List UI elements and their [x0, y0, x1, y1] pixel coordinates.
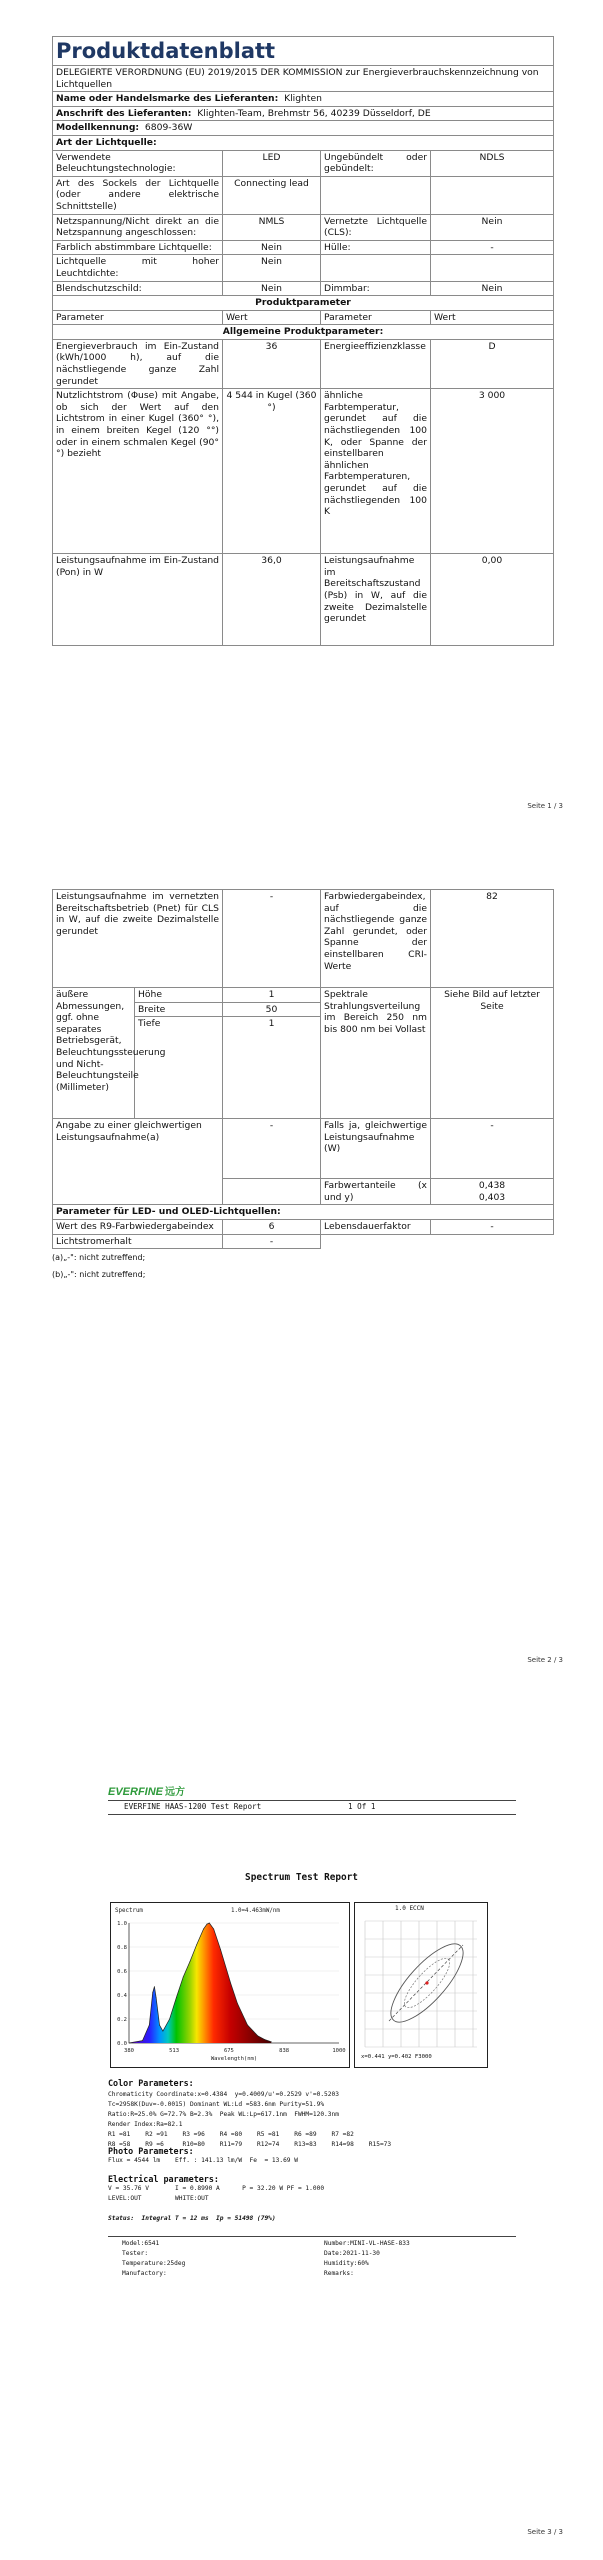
chart-title: Spectrum: [115, 1908, 143, 1914]
row-label: Vernetzte Lichtquelle (CLS):: [321, 214, 431, 240]
energy-label: Energieverbrauch im Ein-Zustand (kWh/1000 h), auf die nächstliegende ganze Zahl gerundet: [53, 339, 223, 388]
r9-label: Wert des R9-Farbwiedergabeindex: [53, 1219, 223, 1234]
x-tick-label: 1000: [332, 2048, 346, 2054]
x-tick-label: 380: [124, 2048, 134, 2054]
row-value: Connecting lead: [223, 176, 321, 214]
supplier-name-row: Name oder Handelsmarke des Lieferanten: Klighten: [53, 92, 554, 107]
flux-value: 4 544 in Kugel (360 °): [223, 389, 321, 554]
row-value: [431, 176, 554, 214]
spectrum-point: [237, 2003, 238, 2004]
electrical-parameters: [108, 2174, 516, 2204]
product-datasheet-table: [52, 36, 553, 646]
dim-value: 1: [223, 1017, 321, 1119]
spectrum-area: [129, 1923, 271, 2043]
regulation-text: DELEGIERTE VERORDNUNG (EU) 2019/2015 DER KOMMISSION zur Energieverbrauchskennzeichnung von Lichtquellen: [53, 66, 554, 92]
row-label: Netzspannung/Nicht direkt an die Netzspannung angeschlossen:: [53, 214, 223, 240]
model-row: Modellkennung: 6809-36W: [53, 121, 554, 136]
y-tick-label: 0.2: [117, 2017, 127, 2023]
maintenance-value: -: [223, 1234, 321, 1249]
cri-value: 82: [431, 890, 554, 988]
report-line: EVERFINE HAAS-1200 Test Report 1 Of 1: [124, 1802, 376, 1811]
color-param-line: Chromaticity Coordinate:x=0.4384 y=0.4009/u'=0.2529 v'=0.5203: [108, 2091, 339, 2098]
page-2: [0, 853, 603, 1706]
cie-title: 1.0 ECCN: [395, 1905, 424, 1912]
net-standby-label: Leistungsaufnahme im vernetzten Bereitschaftsbetrieb (Pnet) für CLS in W, auf die zweite Dezimalstelle gerundet: [53, 890, 223, 988]
color-param-line: Ratio:R=25.0% G=72.7% B=2.3% Peak WL:Lp=617.1nm FWHM=120.3nm: [108, 2111, 339, 2118]
cie-caption: x=0.441 y=0.402 F3000: [361, 2054, 432, 2060]
general-params-heading: Allgemeine Produktparameter:: [53, 325, 554, 340]
footer-field: Temperature:25deg: [122, 2260, 186, 2267]
light-source-row: [53, 281, 554, 296]
equiv2-label: Falls ja, gleichwertige Leistungsaufnahme (W): [321, 1119, 431, 1179]
y-tick-label: 1.0: [117, 1921, 127, 1927]
page-number: Seite 2 / 3: [527, 1656, 563, 1664]
dim-value: 50: [223, 1002, 321, 1017]
spectrum-point: [156, 1997, 157, 1998]
spectrum-point: [183, 1977, 184, 1978]
peak-label: 1.0=4.463mW/nm: [231, 1908, 280, 1914]
spectrum-point: [190, 1961, 191, 1962]
spectrum-point: [163, 2031, 164, 2032]
spectrum-point: [176, 1997, 177, 1998]
row-value: Nein: [223, 281, 321, 296]
page-1: [0, 0, 603, 853]
everfine-logo: EVERFINE 远方: [108, 1786, 186, 1798]
energy-value: 36: [223, 339, 321, 388]
equiv-label: Angabe zu einer gleichwertigen Leistungsaufnahme(a): [53, 1119, 223, 1205]
row-value: NDLS: [431, 150, 554, 176]
light-source-type-heading: Art der Lichtquelle:: [53, 135, 554, 150]
spectrum-point: [230, 1983, 231, 1984]
product-datasheet-table-continued: [52, 889, 553, 1280]
footer-field: Humidity:60%: [324, 2260, 369, 2267]
flux-label: Nutzlichtstrom (Φuse) mit Angabe, ob sich der Wert auf den Lichtstrom in einer Kugel (360° °), in einem breiten Kegel (120 °°) oder in einem schmalen Kegel (90° °) bezieht: [53, 389, 223, 554]
footnote-a: (a)„-": nicht zutreffend;: [52, 1253, 146, 1263]
chroma-label: Farbwertanteile (x und y): [321, 1179, 431, 1205]
footer-field: Number:MINI-VL-HASE-833: [324, 2240, 410, 2247]
lifetime-label: Lebensdauerfaktor: [321, 1219, 431, 1234]
footnote-b: (b)„-": nicht zutreffend;: [52, 1270, 146, 1280]
page-3: [0, 1706, 603, 2560]
spectrum-point: [149, 2025, 150, 2026]
dim-key: Tiefe: [135, 1017, 223, 1119]
row-value: Nein: [223, 255, 321, 281]
spectrum-point: [207, 1924, 208, 1925]
light-source-row: [53, 150, 554, 176]
row-label: Dimmbar:: [321, 281, 431, 296]
row-value: Nein: [223, 240, 321, 255]
y-tick-label: 0.8: [117, 1945, 127, 1951]
power-label: Leistungsaufnahme im Ein-Zustand (Pon) in W: [53, 554, 223, 646]
y-tick-label: 0.4: [117, 1993, 127, 1999]
photo-parameters: [108, 2146, 516, 2166]
light-source-row: [53, 214, 554, 240]
supplier-address-row: Anschrift des Lieferanten: Klighten-Team, Brehmstr 56, 40239 Düsseldorf, DE: [53, 106, 554, 121]
dim-key: Breite: [135, 1002, 223, 1017]
row-value: -: [431, 240, 554, 255]
row-label: Farblich abstimmbare Lichtquelle:: [53, 240, 223, 255]
spectrum-point: [169, 2019, 170, 2020]
spectrum-point: [247, 2025, 248, 2026]
x-axis-label: Wavelength(nm): [210, 2056, 258, 2062]
spectral-label: Spektrale Strahlungsverteilung im Bereich 250 nm bis 800 nm bei Vollast: [321, 988, 431, 1119]
footer-field: Manufactory:: [122, 2270, 167, 2277]
spectrum-point: [213, 1929, 214, 1930]
power-value: 36,0: [223, 554, 321, 646]
spectrum-point: [152, 1992, 153, 1993]
led-params-heading: Parameter für LED- und OLED-Lichtquellen:: [53, 1205, 554, 1220]
footer-field: Model:6541: [122, 2240, 160, 2247]
row-label: Lichtquelle mit hoher Leuchtdichte:: [53, 255, 223, 281]
x-tick-label: 675: [223, 2048, 234, 2054]
spectrum-chart: [111, 1903, 349, 2067]
elec-params-heading: Electrical parameters:: [108, 2174, 219, 2184]
page-number: Seite 1 / 3: [527, 802, 563, 810]
spectrum-chart-frame: [110, 1902, 350, 2068]
page-title: Produktdatenblatt: [53, 37, 554, 66]
row-value: NMLS: [223, 214, 321, 240]
y-tick-label: 0.0: [117, 2041, 127, 2047]
dim-key: Höhe: [135, 988, 223, 1003]
light-source-row: [53, 255, 554, 281]
row-value: LED: [223, 150, 321, 176]
value-header-2: Wert: [431, 310, 554, 325]
value-header: Wert: [223, 310, 321, 325]
spectrum-point: [196, 1944, 197, 1945]
spectrum-point: [264, 2039, 265, 2040]
spectral-value: Siehe Bild auf letzter Seite: [431, 988, 554, 1119]
header-rule: [108, 1800, 516, 1801]
product-params-heading: Produktparameter: [53, 296, 554, 311]
light-source-row: [53, 240, 554, 255]
spectrum-point: [209, 1923, 210, 1924]
photo-line: Flux = 4544 lm Eff. : 141.13 lm/W Fe = 13.69 W: [108, 2157, 298, 2164]
maintenance-label: Lichtstromerhalt: [53, 1234, 223, 1249]
page-number: Seite 3 / 3: [527, 2528, 563, 2536]
color-param-line: R8 =58 R9 =6 R10=80 R11=79 R12=74 R13=83 R14=98 R15=73: [108, 2141, 392, 2148]
color-param-line: R1 =81 R2 =91 R3 =96 R4 =80 R5 =81 R6 =89 R7 =82: [108, 2131, 354, 2138]
param-header-2: Parameter: [321, 310, 431, 325]
color-params-heading: Color Parameters:: [108, 2078, 194, 2088]
equiv2-value: -: [431, 1119, 554, 1179]
equiv-value: -: [223, 1119, 321, 1179]
cie-diagram-frame: [354, 1902, 488, 2068]
report-heading: Spectrum Test Report: [245, 1872, 358, 1883]
row-label: [321, 176, 431, 214]
spectrum-point: [257, 2035, 258, 2036]
color-param-line: Tc=2958K(Duv=-0.0015) Dominant WL:Ld =583.6nm Purity=51.9%: [108, 2101, 325, 2108]
row-value: [431, 255, 554, 281]
header-rule: [108, 1814, 516, 1815]
color-parameters: [108, 2078, 516, 2150]
spectrum-point: [129, 2043, 130, 2044]
row-label: Art des Sockels der Lichtquelle (oder andere elektrische Schnittstelle): [53, 176, 223, 214]
row-label: Verwendete Beleuchtungstechnologie:: [53, 150, 223, 176]
empty-cell: [431, 1234, 554, 1249]
r9-value: 6: [223, 1219, 321, 1234]
row-label: [321, 255, 431, 281]
footer-field: Remarks:: [324, 2270, 354, 2277]
elec-line: LEVEL:OUT WHITE:OUT: [108, 2195, 209, 2202]
spectrum-point: [203, 1929, 204, 1930]
dimensions-label: äußere Abmessungen, ggf. ohne separates Betriebsgerät, Beleuchtungssteuerung und Nicht-Beleuchtungsteile (Millimeter): [53, 988, 135, 1119]
spectrum-point: [142, 2040, 143, 2041]
row-label: Blendschutzschild:: [53, 281, 223, 296]
light-source-row: [53, 176, 554, 214]
param-header: Parameter: [53, 310, 223, 325]
spectrum-point: [159, 2025, 160, 2026]
spectrum-point: [154, 1986, 155, 1987]
cct-value: 3 000: [431, 389, 554, 554]
row-label: Ungebündelt oder gebündelt:: [321, 150, 431, 176]
spectrum-point: [271, 2041, 272, 2042]
x-tick-label: 838: [279, 2048, 290, 2054]
footer-field: Date:2021-11-30: [324, 2250, 380, 2257]
empty-cell: [223, 1179, 321, 1205]
lifetime-value: -: [431, 1219, 554, 1234]
row-value: Nein: [431, 281, 554, 296]
spectrum-point: [220, 1949, 221, 1950]
standby-label: Leistungsaufnahme im Bereitschaftszustand (Psb) in W, auf die zweite Dezimalstelle gerundet: [321, 554, 431, 646]
footer-rule: [108, 2236, 516, 2237]
row-label: Hülle:: [321, 240, 431, 255]
elec-line: V = 35.76 V I = 0.8990 A P = 32.20 W PF = 1.000: [108, 2185, 325, 2192]
empty-cell: [321, 1234, 431, 1249]
y-tick-label: 0.6: [117, 1969, 127, 1975]
color-param-line: Render Index:Ra=82.1: [108, 2121, 183, 2128]
chroma-values: 0,438 0,403: [431, 1179, 554, 1205]
standby-value: 0,00: [431, 554, 554, 646]
photo-params-heading: Photo Parameters:: [108, 2146, 194, 2156]
cie-diagram: [355, 1903, 487, 2067]
cct-label: ähnliche Farbtemperatur, gerundet auf die nächstliegenden 100 K, oder Spanne der einstellbaren ähnlichen Farbtemperaturen, gerundet auf die nächstliegenden 100 K: [321, 389, 431, 554]
eclass-value: D: [431, 339, 554, 388]
status-line: Status: Integral T = 12 ms Ip = 51498 (79%): [108, 2215, 276, 2222]
row-value: Nein: [431, 214, 554, 240]
net-standby-value: -: [223, 890, 321, 988]
footer-field: Tester:: [122, 2250, 149, 2257]
eclass-label: Energieeffizienzklasse: [321, 339, 431, 388]
dim-value: 1: [223, 988, 321, 1003]
cri-label: Farbwiedergabeindex, auf die nächstliegende ganze Zahl gerundet, oder Spanne der einstellbaren CRI-Werte: [321, 890, 431, 988]
x-tick-label: 513: [169, 2048, 180, 2054]
status-block: [108, 2214, 516, 2224]
